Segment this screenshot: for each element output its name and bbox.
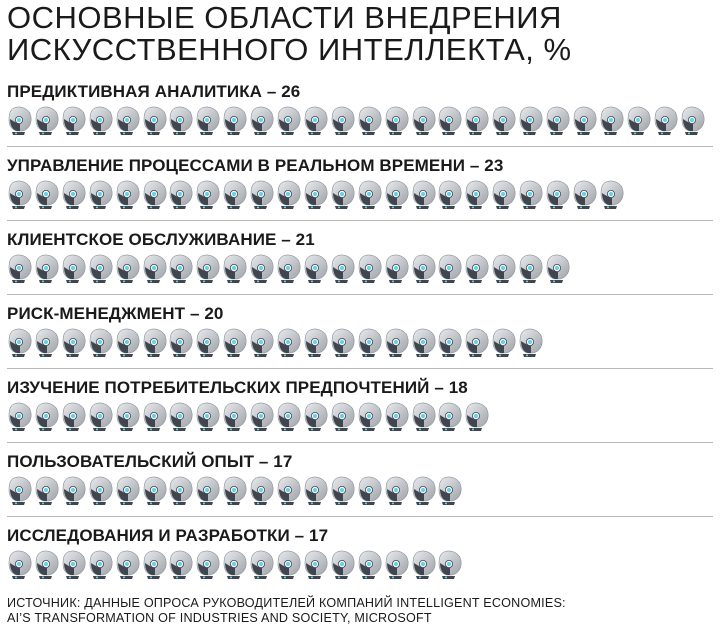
robot-head-icon: [384, 254, 410, 284]
robot-head-icon: [330, 550, 356, 580]
robot-head-icon: [303, 180, 329, 210]
robot-head-icon: [599, 180, 625, 210]
robot-head-icon: [34, 254, 60, 284]
row-separator: [7, 516, 713, 517]
chart-title-line-1: ОСНОВНЫЕ ОБЛАСТИ ВНЕДРЕНИЯ: [7, 0, 562, 35]
robot-head-icon: [195, 254, 221, 284]
robot-head-icon: [142, 254, 168, 284]
robot-head-icon: [34, 180, 60, 210]
robot-head-icon: [411, 402, 437, 432]
robot-head-icon: [357, 402, 383, 432]
robot-head-icon: [61, 328, 87, 358]
robot-head-icon: [249, 328, 275, 358]
robot-head-icon: [7, 328, 33, 358]
row-separator: [7, 294, 713, 295]
robot-head-icon: [276, 476, 302, 506]
robot-head-icon: [491, 328, 517, 358]
row-label: ИССЛЕДОВАНИЯ И РАЗРАБОТКИ – 17: [7, 526, 329, 545]
robot-head-icon: [330, 180, 356, 210]
robot-head-icon: [88, 476, 114, 506]
robot-head-icon: [276, 254, 302, 284]
robot-head-icon: [330, 254, 356, 284]
robot-head-icon: [653, 106, 679, 136]
row-separator: [7, 442, 713, 443]
robot-head-icon: [168, 550, 194, 580]
robot-head-icon: [34, 402, 60, 432]
robot-head-icon: [572, 106, 598, 136]
robot-head-icon: [249, 180, 275, 210]
row-label: УПРАВЛЕНИЕ ПРОЦЕССАМИ В РЕАЛЬНОМ ВРЕМЕНИ – 23: [7, 156, 504, 175]
robot-head-icon: [195, 550, 221, 580]
robot-head-icon: [61, 254, 87, 284]
robot-head-icon: [411, 180, 437, 210]
robot-head-icon: [545, 180, 571, 210]
robot-head-icon: [303, 550, 329, 580]
robot-head-icon: [195, 180, 221, 210]
robot-head-icon: [61, 180, 87, 210]
robot-head-icon: [491, 180, 517, 210]
robot-head-icon: [142, 106, 168, 136]
robot-head-icon: [61, 106, 87, 136]
row-separator: [7, 368, 713, 369]
source-line-1: ИСТОЧНИК: ДАННЫЕ ОПРОСА РУКОВОДИТЕЛЕЙ КОМПАНИЙ INTELLIGENT ECONOMIES:: [7, 596, 566, 610]
robot-head-icon: [222, 106, 248, 136]
robot-head-icon: [330, 476, 356, 506]
robot-head-icon: [222, 180, 248, 210]
robot-head-icon: [195, 328, 221, 358]
robot-head-icon: [330, 106, 356, 136]
robot-head-icon: [518, 328, 544, 358]
robot-head-icon: [249, 476, 275, 506]
robot-head-icon: [384, 106, 410, 136]
robot-head-icon: [437, 180, 463, 210]
robot-head-icon: [518, 106, 544, 136]
robot-head-icon: [222, 476, 248, 506]
robot-head-icon: [7, 476, 33, 506]
robot-head-icon: [88, 254, 114, 284]
robot-head-icon: [7, 106, 33, 136]
robot-head-icon: [411, 328, 437, 358]
robot-head-icon: [195, 106, 221, 136]
robot-head-icon: [437, 254, 463, 284]
robot-head-icon: [61, 550, 87, 580]
robot-head-icon: [437, 106, 463, 136]
robot-head-icon: [330, 328, 356, 358]
robot-head-icon: [222, 402, 248, 432]
robot-head-icon: [276, 328, 302, 358]
robot-head-icon: [491, 254, 517, 284]
robot-head-icon: [34, 550, 60, 580]
robot-head-icon: [249, 254, 275, 284]
robot-head-icon: [115, 106, 141, 136]
robot-head-icon: [249, 402, 275, 432]
robot-head-icon: [168, 106, 194, 136]
robot-head-icon: [545, 106, 571, 136]
robot-head-icon: [276, 550, 302, 580]
robot-head-icon: [464, 180, 490, 210]
robot-head-icon: [491, 106, 517, 136]
robot-head-icon: [115, 550, 141, 580]
robot-head-icon: [384, 476, 410, 506]
robot-head-icon: [168, 254, 194, 284]
robot-head-icon: [384, 180, 410, 210]
robot-head-icon: [384, 328, 410, 358]
robot-head-icon: [572, 180, 598, 210]
robot-head-icon: [168, 328, 194, 358]
robot-head-icon: [142, 402, 168, 432]
robot-head-icon: [195, 476, 221, 506]
robot-head-icon: [464, 402, 490, 432]
robot-head-icon: [88, 106, 114, 136]
robot-head-icon: [61, 402, 87, 432]
robot-head-icon: [168, 476, 194, 506]
robot-head-icon: [142, 328, 168, 358]
robot-head-icon: [222, 328, 248, 358]
robot-head-icon: [626, 106, 652, 136]
row-label: ПРЕДИКТИВНАЯ АНАЛИТИКА – 26: [7, 82, 301, 101]
robot-head-icon: [680, 106, 706, 136]
robot-head-icon: [88, 402, 114, 432]
robot-head-icon: [437, 328, 463, 358]
robot-head-icon: [303, 328, 329, 358]
robot-head-icon: [411, 106, 437, 136]
robot-head-icon: [411, 476, 437, 506]
robot-head-icon: [276, 180, 302, 210]
robot-head-icon: [7, 254, 33, 284]
robot-head-icon: [303, 254, 329, 284]
row-label: РИСК-МЕНЕДЖМЕНТ – 20: [7, 304, 224, 323]
robot-head-icon: [115, 476, 141, 506]
robot-head-icon: [249, 106, 275, 136]
robot-head-icon: [115, 328, 141, 358]
robot-head-icon: [303, 476, 329, 506]
robot-head-icon: [88, 550, 114, 580]
robot-head-icon: [115, 402, 141, 432]
robot-head-icon: [303, 106, 329, 136]
robot-head-icon: [115, 254, 141, 284]
robot-head-icon: [357, 476, 383, 506]
robot-head-icon: [384, 550, 410, 580]
robot-head-icon: [599, 106, 625, 136]
robot-head-icon: [61, 476, 87, 506]
robot-head-icon: [464, 106, 490, 136]
robot-head-icon: [168, 180, 194, 210]
row-label: ИЗУЧЕНИЕ ПОТРЕБИТЕЛЬСКИХ ПРЕДПОЧТЕНИЙ – 18: [7, 378, 468, 397]
robot-head-icon: [464, 254, 490, 284]
robot-head-icon: [34, 106, 60, 136]
robot-head-icon: [545, 254, 571, 284]
robot-head-icon: [437, 402, 463, 432]
robot-head-icon: [437, 476, 463, 506]
chart-title-line-2: ИСКУССТВЕННОГО ИНТЕЛЛЕКТА, %: [7, 32, 572, 67]
robot-head-icon: [142, 550, 168, 580]
robot-head-icon: [357, 106, 383, 136]
robot-head-icon: [330, 402, 356, 432]
robot-head-icon: [115, 180, 141, 210]
robot-head-icon: [411, 550, 437, 580]
row-label: ПОЛЬЗОВАТЕЛЬСКИЙ ОПЫТ – 17: [7, 452, 293, 471]
source-note: [7, 596, 713, 626]
row-separator: [7, 146, 713, 147]
source-line-2: AI’S TRANSFORMATION OF INDUSTRIES AND SOCIETY, MICROSOFT: [7, 611, 432, 625]
robot-head-icon: [7, 180, 33, 210]
row-label: КЛИЕНТСКОЕ ОБСЛУЖИВАНИЕ – 21: [7, 230, 315, 249]
robot-head-icon: [518, 254, 544, 284]
robot-head-icon: [249, 550, 275, 580]
robot-head-icon: [222, 254, 248, 284]
robot-head-icon: [34, 328, 60, 358]
robot-head-icon: [303, 402, 329, 432]
robot-head-icon: [357, 254, 383, 284]
robot-head-icon: [357, 180, 383, 210]
robot-head-icon: [518, 180, 544, 210]
robot-head-icon: [276, 106, 302, 136]
robot-head-icon: [34, 476, 60, 506]
row-separator: [7, 220, 713, 221]
robot-head-icon: [357, 328, 383, 358]
robot-head-icon: [168, 402, 194, 432]
robot-head-icon: [142, 180, 168, 210]
robot-head-icon: [464, 328, 490, 358]
robot-head-icon: [7, 402, 33, 432]
robot-head-icon: [88, 180, 114, 210]
robot-head-icon: [276, 402, 302, 432]
robot-head-icon: [195, 402, 221, 432]
robot-head-icon: [222, 550, 248, 580]
robot-head-icon: [7, 550, 33, 580]
robot-head-icon: [357, 550, 383, 580]
robot-head-icon: [142, 476, 168, 506]
robot-head-icon: [384, 402, 410, 432]
robot-head-icon: [411, 254, 437, 284]
robot-head-icon: [437, 550, 463, 580]
robot-head-icon: [88, 328, 114, 358]
